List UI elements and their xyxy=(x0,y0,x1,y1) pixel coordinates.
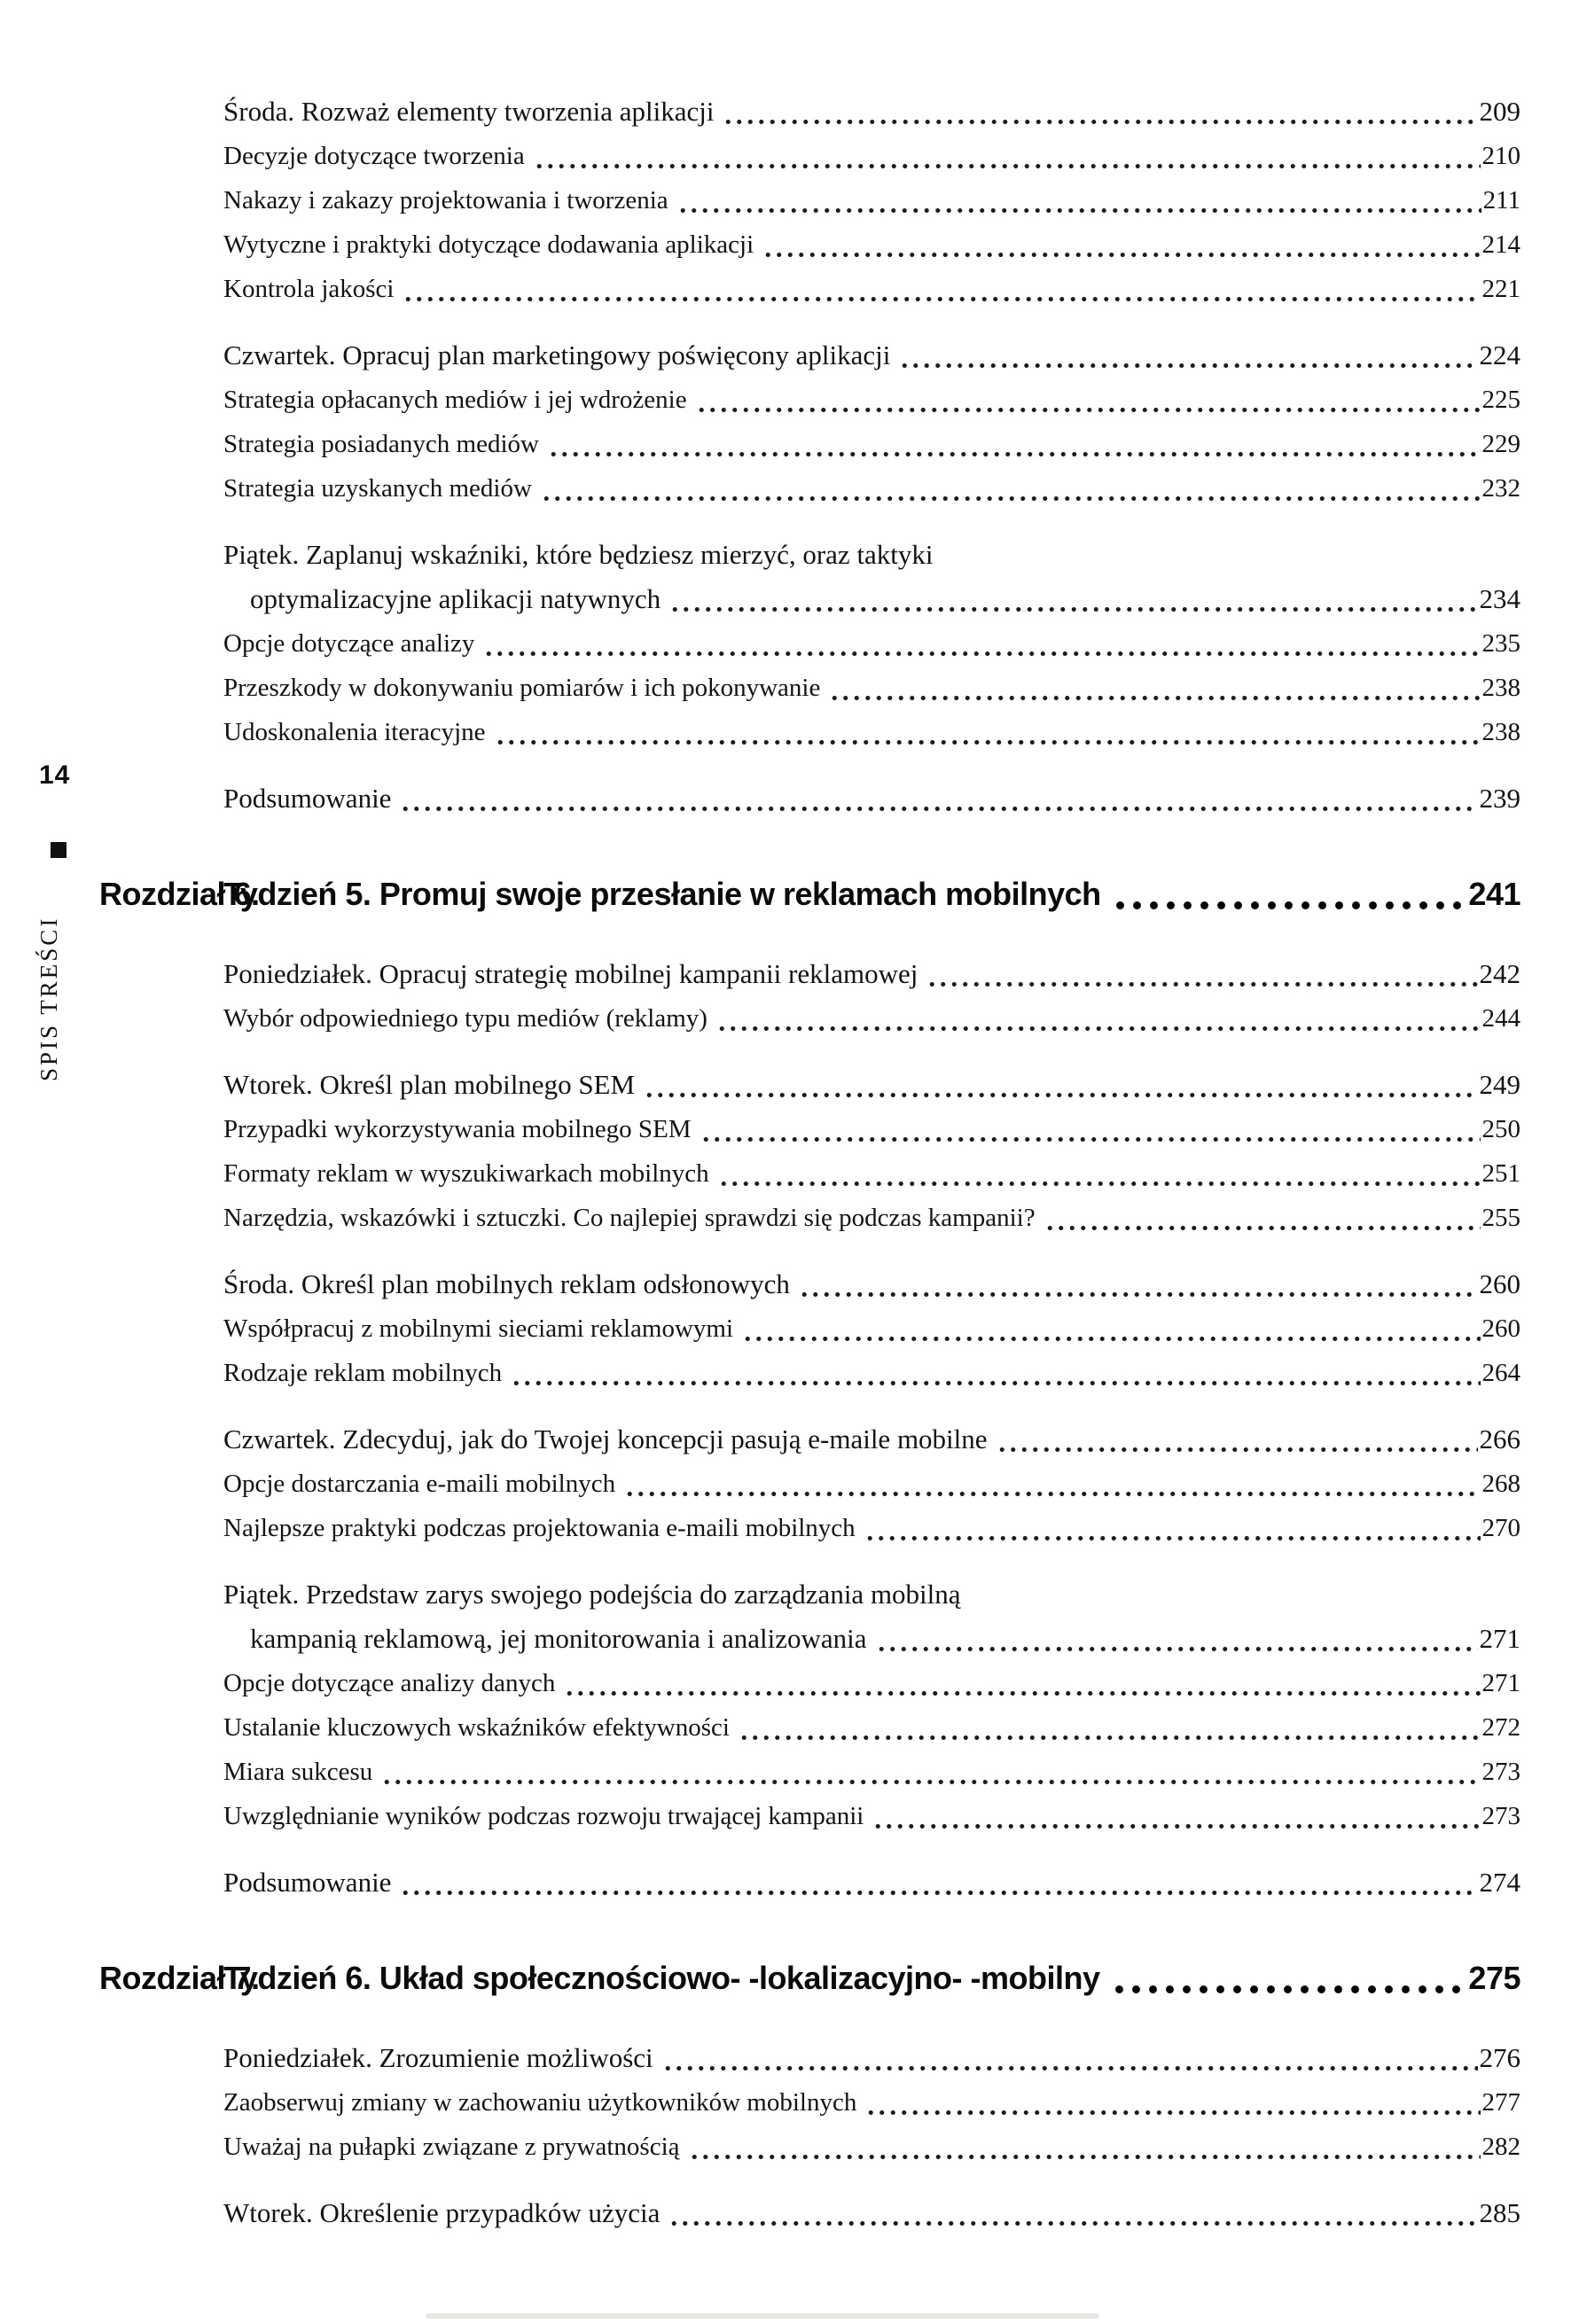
entry-title: Strategia posiadanych mediów xyxy=(223,430,539,458)
entry-page-number: 239 xyxy=(1479,783,1520,814)
dot-leader xyxy=(677,207,1481,214)
entry-page-number: 260 xyxy=(1479,1268,1520,1299)
toc xyxy=(99,67,1520,2235)
entry-title: Strategia opłacanych mediów i jej wdrożenie xyxy=(223,386,687,414)
toc-sub-entry xyxy=(223,466,1520,511)
entry-page-number: 232 xyxy=(1481,474,1520,503)
entry-title: Poniedziałek. Zrozumienie możliwości xyxy=(223,2042,653,2073)
entry-page-number: 229 xyxy=(1481,430,1520,458)
toc-sub-entry xyxy=(223,1794,1520,1838)
toc-sub-entry xyxy=(223,1661,1520,1705)
toc-day-entry xyxy=(223,952,1520,996)
entry-page-number: 272 xyxy=(1481,1713,1520,1742)
entry-title: Zaobserwuj zmiany w zachowaniu użytkowników mobilnych xyxy=(223,2088,857,2117)
entry-page-number: 221 xyxy=(1481,275,1520,303)
entry-title-line2 xyxy=(223,1617,1520,1661)
dot-leader xyxy=(716,1026,1481,1032)
toc-day-entry xyxy=(223,2036,1520,2080)
dot-leader xyxy=(483,651,1480,657)
toc-sub-entry xyxy=(223,666,1520,710)
dot-leader xyxy=(876,1646,1478,1652)
entry-title: Opcje dostarczania e-maili mobilnych xyxy=(223,1470,616,1498)
entry-page-number: 276 xyxy=(1479,2042,1520,2073)
dot-leader xyxy=(624,1491,1480,1497)
toc-sub-entry xyxy=(223,134,1520,178)
toc-day-entry xyxy=(223,90,1520,134)
entry-title: Współpracuj z mobilnymi sieciami reklamowymi xyxy=(223,1314,734,1343)
entry-page-number: 210 xyxy=(1481,142,1520,170)
entry-page-number: 214 xyxy=(1481,230,1520,259)
entry-title: Miara sukcesu xyxy=(223,1758,373,1786)
entry-page-number: 282 xyxy=(1481,2133,1520,2161)
entry-title: Decyzje dotyczące tworzenia xyxy=(223,142,525,170)
entry-page-number: 268 xyxy=(1481,1470,1520,1498)
entry-page-number: 234 xyxy=(1479,583,1520,614)
dot-leader xyxy=(644,1092,1477,1098)
entry-title: Środa. Określ plan mobilnych reklam odsłonowych xyxy=(223,1268,790,1299)
entry-title: Poniedziałek. Opracuj strategię mobilnej kampanii reklamowej xyxy=(223,958,918,989)
entry-page-number: 211 xyxy=(1482,186,1520,214)
entry-title-continued: kampanią reklamową, jej monitorowania i analizowania xyxy=(250,1623,867,1654)
toc-chapter-row xyxy=(99,869,1520,920)
entry-page-number: 266 xyxy=(1479,1423,1520,1454)
entry-title: Narzędzia, wskazówki i sztuczki. Co najlepiej sprawdzi się podczas kampanii? xyxy=(223,1204,1036,1232)
entry-page-number: 271 xyxy=(1479,1623,1520,1654)
dot-leader xyxy=(548,451,1481,457)
toc-day-entry xyxy=(223,333,1520,378)
entry-page-number: 255 xyxy=(1481,1204,1520,1232)
toc-sub-entry xyxy=(223,378,1520,422)
entry-page-number: 271 xyxy=(1481,1669,1520,1697)
toc-sub-entry xyxy=(223,1705,1520,1750)
dot-leader xyxy=(742,1336,1480,1342)
toc-sub-entry xyxy=(223,2080,1520,2125)
entry-title-line1: Piątek. Zaplanuj wskaźniki, które będziesz mierzyć, oraz taktyki xyxy=(223,539,934,570)
entry-page-number: 250 xyxy=(1481,1115,1520,1143)
entry-title: Opcje dotyczące analizy danych xyxy=(223,1669,556,1697)
toc-sub-entry xyxy=(223,1151,1520,1196)
entry-page-number: 238 xyxy=(1481,674,1520,702)
chapter-title: Tydzień 6. Układ społecznościowo- -lokalizacyjno- -mobilny xyxy=(223,1960,1100,1996)
dot-leader xyxy=(403,296,1480,302)
entry-page-number: 273 xyxy=(1481,1802,1520,1830)
dot-leader xyxy=(400,1890,1477,1896)
entry-title: Podsumowanie xyxy=(223,1867,392,1898)
dot-leader xyxy=(899,363,1477,369)
entry-page-number: 249 xyxy=(1479,1069,1520,1100)
dot-leader xyxy=(662,2065,1478,2071)
entry-page-number: 264 xyxy=(1481,1359,1520,1387)
toc-sub-entry xyxy=(223,1750,1520,1794)
dot-leader xyxy=(718,1181,1481,1187)
dot-leader xyxy=(1112,901,1469,910)
toc-sub-entry xyxy=(223,996,1520,1041)
entry-title: Wtorek. Określenie przypadków użycia xyxy=(223,2197,661,2228)
toc-sub-entry xyxy=(223,2125,1520,2169)
entry-page-number: 241 xyxy=(1468,876,1520,912)
entry-title-line2 xyxy=(223,577,1520,621)
toc-day-entry xyxy=(223,533,1520,621)
toc-day-entry xyxy=(223,776,1520,821)
toc-sub-entry xyxy=(223,621,1520,666)
scan-shadow xyxy=(426,2313,1099,2319)
entry-title: Opcje dotyczące analizy xyxy=(223,629,475,658)
dot-leader xyxy=(534,163,1481,169)
entry-title: Udoskonalenia iteracyjne xyxy=(223,718,486,746)
chapter-label: Rozdział 7. xyxy=(99,1960,260,1996)
dot-leader xyxy=(926,981,1477,987)
entry-page-number: 260 xyxy=(1481,1314,1520,1343)
entry-page-number: 242 xyxy=(1479,958,1520,989)
dot-leader xyxy=(495,739,1481,745)
entry-title: Czwartek. Opracuj plan marketingowy poświęcony aplikacji xyxy=(223,339,891,370)
toc-sub-entry xyxy=(223,1196,1520,1240)
chapter-label: Rozdział 6. xyxy=(99,876,260,912)
entry-title-line1: Piątek. Przedstaw zarys swojego podejścia do zarządzania mobilną xyxy=(223,1579,961,1610)
dot-leader xyxy=(1111,1985,1469,1994)
toc-sub-entry xyxy=(223,1351,1520,1395)
dot-leader xyxy=(723,119,1477,125)
entry-page-number: 277 xyxy=(1481,2088,1520,2117)
entry-page-number: 224 xyxy=(1479,339,1520,370)
section-marker-square xyxy=(51,842,66,858)
entry-title: Wybór odpowiedniego typu mediów (reklamy) xyxy=(223,1004,707,1033)
dot-leader xyxy=(696,407,1481,413)
entry-title: Wytyczne i praktyki dotyczące dodawania aplikacji xyxy=(223,230,754,259)
margin-vertical-label: SPIS TREŚCI xyxy=(35,916,62,1081)
entry-title: Formaty reklam w wyszukiwarkach mobilnych xyxy=(223,1159,709,1188)
entry-title: Strategia uzyskanych mediów xyxy=(223,474,532,503)
toc-sub-entry xyxy=(223,710,1520,754)
dot-leader xyxy=(799,1291,1478,1298)
entry-page-number: 251 xyxy=(1481,1159,1520,1188)
toc-chapter-row xyxy=(99,1953,1520,2004)
entry-page-number: 244 xyxy=(1481,1004,1520,1033)
entry-page-number: 285 xyxy=(1479,2197,1520,2228)
toc-sub-entry xyxy=(223,1107,1520,1151)
toc-day-entry xyxy=(223,1860,1520,1905)
entry-title: Czwartek. Zdecyduj, jak do Twojej koncepcji pasują e-maile mobilne xyxy=(223,1423,988,1454)
entry-title: Rodzaje reklam mobilnych xyxy=(223,1359,503,1387)
entry-page-number: 274 xyxy=(1479,1867,1520,1898)
entry-page-number: 235 xyxy=(1481,629,1520,658)
toc-day-entry xyxy=(223,2191,1520,2235)
entry-page-number: 273 xyxy=(1481,1758,1520,1786)
toc-sub-entry xyxy=(223,267,1520,311)
dot-leader xyxy=(865,2110,1480,2116)
entry-page-number: 270 xyxy=(1481,1514,1520,1542)
dot-leader xyxy=(997,1447,1478,1453)
toc-day-entry xyxy=(223,1417,1520,1462)
entry-page-number: 225 xyxy=(1481,386,1520,414)
dot-leader xyxy=(564,1690,1480,1696)
toc-day-entry xyxy=(223,1262,1520,1306)
toc-sub-entry xyxy=(223,1462,1520,1506)
entry-page-number: 275 xyxy=(1468,1960,1520,1996)
entry-title: Uważaj na pułapki związane z prywatnością xyxy=(223,2133,680,2161)
dot-leader xyxy=(864,1535,1481,1541)
toc-sub-entry xyxy=(223,178,1520,222)
entry-title: Nakazy i zakazy projektowania i tworzenia xyxy=(223,186,668,214)
entry-page-number: 209 xyxy=(1479,96,1520,127)
dot-leader xyxy=(829,695,1480,701)
toc-sub-entry xyxy=(223,1306,1520,1351)
toc-day-entry xyxy=(223,1572,1520,1661)
dot-leader xyxy=(689,2154,1481,2160)
toc-sub-entry xyxy=(223,1506,1520,1550)
toc-sub-entry xyxy=(223,222,1520,267)
entry-title: Środa. Rozważ elementy tworzenia aplikacji xyxy=(223,96,715,127)
entry-title: Najlepsze praktyki podczas projektowania e-maili mobilnych xyxy=(223,1514,856,1542)
entry-title-continued: optymalizacyjne aplikacji natywnych xyxy=(250,583,661,614)
dot-leader xyxy=(381,1779,1480,1785)
toc-day-entry xyxy=(223,1063,1520,1107)
dot-leader xyxy=(400,806,1477,812)
chapter-title: Tydzień 5. Promuj swoje przesłanie w reklamach mobilnych xyxy=(223,876,1101,912)
entry-page-number: 238 xyxy=(1481,718,1520,746)
entry-title: Przeszkody w dokonywaniu pomiarów i ich pokonywanie xyxy=(223,674,821,702)
dot-leader xyxy=(872,1823,1480,1829)
entry-title: Ustalanie kluczowych wskaźników efektywności xyxy=(223,1713,730,1742)
margin-page-number: 14 xyxy=(39,760,71,790)
dot-leader xyxy=(762,252,1480,258)
entry-title: Uwzględnianie wyników podczas rozwoju trwającej kampanii xyxy=(223,1802,864,1830)
dot-leader xyxy=(739,1735,1481,1741)
dot-leader xyxy=(669,606,1477,612)
entry-title: Podsumowanie xyxy=(223,783,392,814)
entry-title: Kontrola jakości xyxy=(223,275,395,303)
dot-leader xyxy=(1044,1225,1481,1231)
dot-leader xyxy=(668,2220,1477,2227)
entry-title: Przypadki wykorzystywania mobilnego SEM xyxy=(223,1115,692,1143)
dot-leader xyxy=(700,1136,1481,1143)
toc-sub-entry xyxy=(223,422,1520,466)
entry-title: Wtorek. Określ plan mobilnego SEM xyxy=(223,1069,636,1100)
dot-leader xyxy=(511,1380,1480,1386)
dot-leader xyxy=(541,495,1481,502)
